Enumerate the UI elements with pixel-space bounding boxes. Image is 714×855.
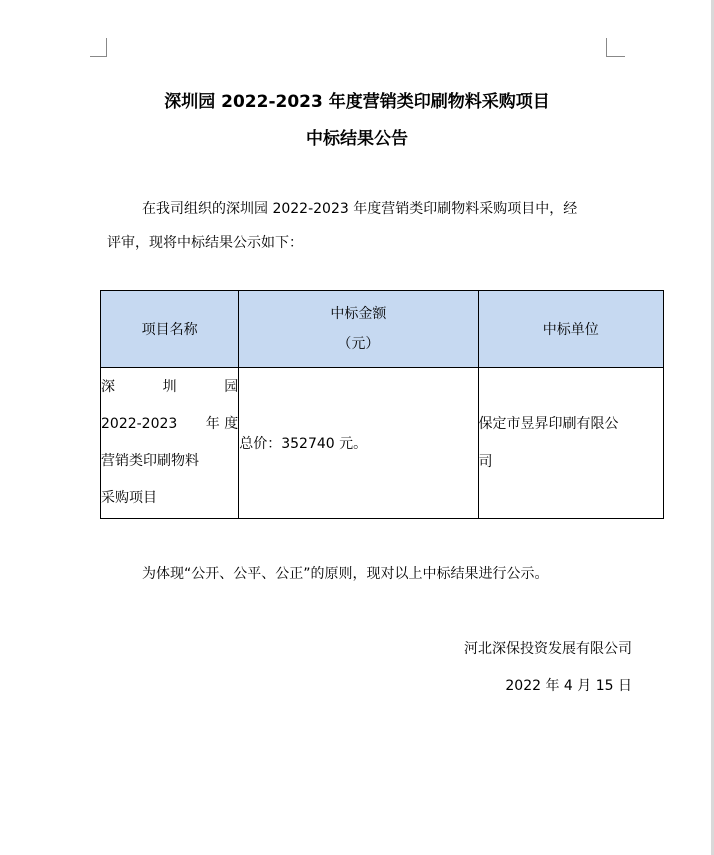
header-bid-amount xyxy=(239,291,478,368)
cell-bid-amount: 总价：352740 元。 xyxy=(239,368,478,519)
result-table xyxy=(100,290,664,519)
project-name-line4: 采购项目 xyxy=(101,490,157,506)
header-bid-amount-label: 中标金额 xyxy=(330,306,387,322)
cell-project-name xyxy=(101,368,239,519)
project-name-line3: 营销类印刷物料 xyxy=(101,453,199,469)
intro-paragraph-line2: 评审，现将中标结果公示如下： xyxy=(107,235,303,251)
header-project-name: 项目名称 xyxy=(101,291,239,368)
table-header-row xyxy=(101,291,664,368)
table-row xyxy=(101,368,664,519)
document-date: 2022 年 4 月 15 日 xyxy=(505,678,632,694)
signer-name: 河北深保投资发展有限公司 xyxy=(464,641,632,657)
cell-winning-unit xyxy=(478,368,663,519)
header-winning-unit: 中标单位 xyxy=(478,291,663,368)
crop-mark-top-left xyxy=(90,38,107,57)
project-name-line2: 2022-2023 年 度 xyxy=(101,416,239,432)
winning-unit-line2: 司 xyxy=(478,454,493,470)
document-subtitle: 中标结果公告 xyxy=(306,129,408,149)
crop-mark-top-right xyxy=(606,38,625,57)
document-title: 深圳园 2022-2023 年度营销类印刷物料采购项目 xyxy=(164,92,550,112)
header-bid-amount-unit: （元） xyxy=(337,336,380,352)
winning-unit-line1: 保定市昱昇印刷有限公 xyxy=(478,416,619,432)
project-name-line1: 深 圳 园 xyxy=(101,379,239,395)
closing-paragraph: 为体现“公开、公平、公正”的原则，现对以上中标结果进行公示。 xyxy=(142,566,549,582)
intro-paragraph-line1: 在我司组织的深圳园 2022-2023 年度营销类印刷物料采购项目中，经 xyxy=(142,201,578,217)
